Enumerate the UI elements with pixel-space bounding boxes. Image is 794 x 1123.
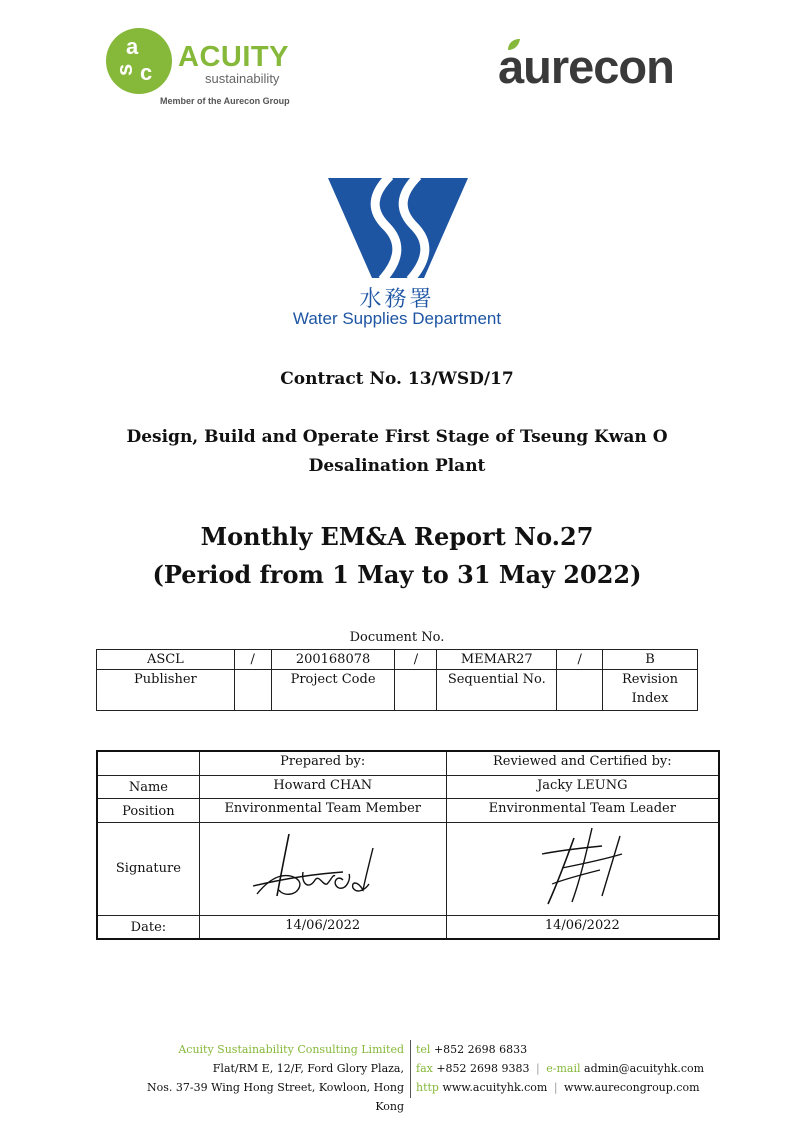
doc-empty-cell — [395, 670, 437, 711]
project-title-line1: Design, Build and Operate First Stage of Tseung Kwan O — [126, 427, 668, 447]
doc-project-code-caption: Project Code — [271, 670, 395, 711]
doc-revision-caption: Revision Index — [603, 670, 698, 711]
project-title-line2: Desalination Plant — [308, 456, 486, 476]
prepared-by-header: Prepared by: — [199, 751, 446, 776]
document-number-label: Document No. — [349, 630, 445, 645]
doc-sequential-caption: Sequential No. — [437, 670, 557, 711]
footer-company: Acuity Sustainability Consulting Limited — [178, 1043, 404, 1056]
footer-fax-label: fax — [416, 1062, 433, 1075]
position-label: Position — [97, 799, 199, 823]
report-title: Monthly EM&A Report No.27 — [200, 522, 594, 551]
approval-signature-row — [97, 823, 719, 916]
acuity-name: ACUITY — [178, 41, 289, 73]
footer-email-link[interactable]: admin@acuityhk.com — [584, 1062, 705, 1075]
prepared-date: 14/06/2022 — [199, 916, 446, 940]
acuity-logo — [106, 28, 306, 108]
footer-divider — [410, 1040, 411, 1098]
footer-fax: +852 2698 9383 — [436, 1062, 530, 1075]
wsd-chinese-name: 水務署 — [359, 287, 435, 312]
document-number-captions-row — [97, 670, 698, 711]
approval-table — [96, 750, 720, 940]
approval-corner-cell — [97, 751, 199, 776]
report-period: (Period from 1 May to 31 May 2022) — [152, 560, 642, 589]
approval-header-row — [97, 751, 719, 776]
doc-empty-cell — [557, 670, 603, 711]
footer-address-line1: Flat/RM E, 12/F, Ford Glory Plaza, — [212, 1062, 404, 1075]
document-number-values-row — [97, 650, 698, 670]
footer-address-line2: Nos. 37-39 Wing Hong Street, Kowloon, Hong Kong — [147, 1081, 404, 1113]
doc-project-code-value: 200168078 — [271, 650, 395, 670]
prepared-position: Environmental Team Member — [199, 799, 446, 823]
signature-howard-image — [223, 824, 423, 908]
doc-separator: / — [234, 650, 271, 670]
doc-sequential-value: MEMAR27 — [437, 650, 557, 670]
footer-separator: | — [553, 1081, 558, 1094]
prepared-name: Howard CHAN — [199, 776, 446, 799]
footer-email-label: e-mail — [546, 1062, 581, 1075]
document-number-table — [96, 649, 698, 711]
aurecon-name: aurecon — [498, 40, 674, 93]
svg-text:c: c — [140, 60, 153, 85]
acuity-member-note: Member of the Aurecon Group — [160, 96, 290, 106]
prepared-signature — [199, 823, 446, 916]
doc-publisher-caption: Publisher — [97, 670, 235, 711]
contract-number: Contract No. 13/WSD/17 — [280, 369, 514, 389]
doc-revision-value: B — [603, 650, 698, 670]
signature-label: Signature — [97, 823, 199, 916]
footer-tel: +852 2698 6833 — [433, 1043, 528, 1056]
date-label: Date: — [97, 916, 199, 940]
footer-http-label: http — [416, 1081, 439, 1094]
doc-publisher-value: ASCL — [97, 650, 235, 670]
doc-empty-cell — [234, 670, 271, 711]
acuity-tagline: sustainability — [205, 71, 280, 86]
wsd-english-name: Water Supplies Department — [292, 309, 502, 328]
reviewed-by-header: Reviewed and Certified by: — [446, 751, 719, 776]
wsd-emblem-icon — [320, 176, 480, 288]
footer-contact — [416, 1040, 716, 1097]
name-label: Name — [97, 776, 199, 799]
approval-position-row — [97, 799, 719, 823]
approval-date-row — [97, 916, 719, 940]
reviewed-date: 14/06/2022 — [446, 916, 719, 940]
footer-separator: | — [536, 1062, 540, 1075]
svg-text:s: s — [112, 63, 137, 76]
reviewed-position: Environmental Team Leader — [446, 799, 719, 823]
footer-tel-label: tel — [416, 1043, 431, 1056]
doc-separator: / — [557, 650, 603, 670]
aurecon-logo — [498, 38, 718, 94]
footer-address — [120, 1040, 404, 1116]
reviewed-signature — [446, 823, 719, 916]
svg-text:a: a — [126, 34, 139, 59]
doc-separator: / — [395, 650, 437, 670]
approval-name-row — [97, 776, 719, 799]
acuity-logo-mark — [106, 28, 172, 94]
acuity-letters-icon — [106, 28, 172, 94]
footer-web-acuity-link[interactable]: www.acuityhk.com — [442, 1081, 548, 1094]
reviewed-name: Jacky LEUNG — [446, 776, 719, 799]
signature-jacky-image — [522, 824, 642, 908]
footer-web-aurecon-link[interactable]: www.aurecongroup.com — [564, 1081, 700, 1094]
